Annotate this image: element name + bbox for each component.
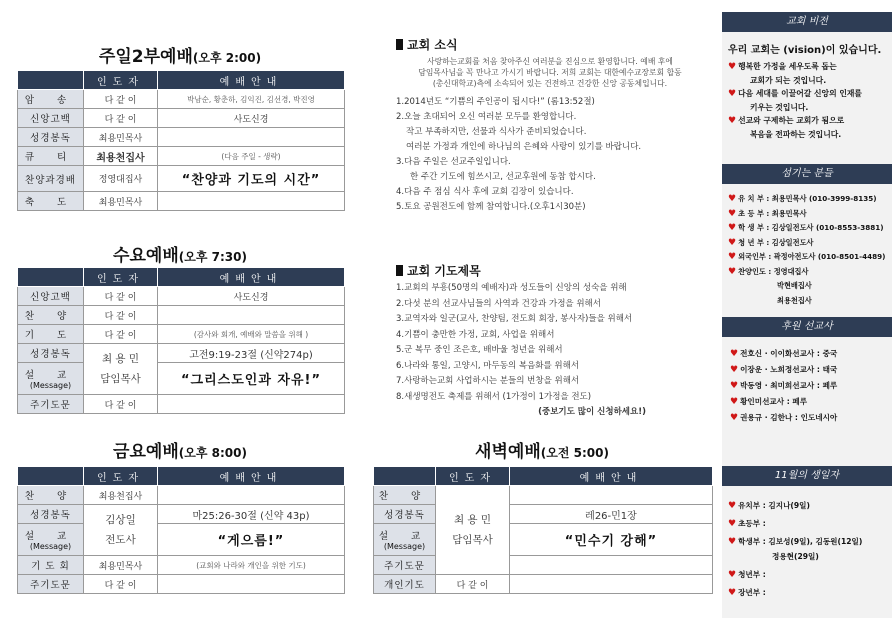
table-row: 신앙고백 다 같 이 사도신경 [18,287,345,306]
list-item: 2.다섯 분의 선교사님들의 사역과 건강과 가정을 위해서 [396,298,601,309]
heart-icon: ♥ [728,519,737,529]
list-item: 6.나라와 통일, 고양시, 마두동의 복음화를 위해서 [396,360,580,371]
vision-section: 우리 교회는 (vision)이 있습니다. ♥ 행복한 가정을 세우도록 돕는 교회가 되는 것입니다. ♥ 다음 세대를 이끌어갈 신앙의 인재를 키우는 것입니다. ♥ 선교와 구제하는 교회가 됨으로 복음을 전파하는 것입니다. [728,45,882,139]
prayer-header: 교회 기도제목 [396,262,481,279]
table-row: 축 도 최용민목사 [18,192,345,211]
table-row: 주기도문 다 같 이 [18,575,345,594]
table-row: 주기도문 다 같 이 [18,395,345,414]
list-item: 5.토요 공원전도에 함께 참여합니다.(오후1시30분) [396,202,586,212]
list-item: 4.기쁨이 충만한 가정, 교회, 사업을 위해서 [396,329,555,340]
missionary-header: 후원 선교사 [722,317,892,337]
table-row: 성경봉독 김상일 전도사 마25:26-30절 (신약 43p) [18,505,345,524]
prayer-section [396,281,716,421]
list-item: 2.오늘 초대되어 오신 여러분 모두를 환영합니다. [396,112,577,122]
table-row: 암 송 다 같 이 박남순, 황춘하, 김익진, 김선경, 박진영 [18,90,345,109]
heart-icon: ♥ [728,89,737,99]
dawn-table: 인도자 예배안내 찬 양 최 용 민 담임목사 성경봉독 레26-민1장 설 교 (Message) “민수기 강해” 주기도문 개인기도 다 같 이 [373,466,713,594]
list-item: 4.다음 주 점심 식사 후에 교회 김장이 있습니다. [396,187,574,197]
birthday-section: ♥ 유치부 : 김지나(9일) ♥ 초등부 : ♥ 학생부 : 김보성(9일), 김동원(12일) 정용현(29일) ♥ 청년부 : ♥ 장년부 : [728,501,863,598]
heart-icon: ♥ [728,194,737,204]
sunday-title: 주일2부예배(오후 2:00) [98,47,262,67]
list-item: 8.새생명전도 축제를 위해서 (1가정이 1가정을 전도) [396,391,592,402]
table-row: 개인기도 다 같 이 [374,575,713,594]
list-item: 1.2014년도 “기쁨의 주인공이 됩시다!” (롬13:52절) [396,97,595,107]
heart-icon: ♥ [730,349,739,359]
missionary-section: ♥ 전호신 · 이이화선교사 : 중국 ♥ 이장운 · 노희정선교사 : 태국 ♥ 박동영 · 최미희선교사 : 페루 ♥ 황인미선교사 : 페루 ♥ 권용규 · 김한나 : 인도네시아 [730,349,838,423]
news-section: 사랑하는교회를 처음 찾아주신 여러분을 진심으로 환영합니다. 예배 후에 담임목사님을 꼭 만나고 가시기 바랍니다. 저희 교회는 대한예수교장로회 합동 (총신대학교)측에 소속되어 있는 건전하고 건강한 신앙 공동체입니다. 1.2014년도 “기쁨의 주인공이 됩시다!” (롬13:52절) 2.오늘 초대되어 오신 여러분 모두를 환영합니다. 작고 부족하지만, 선물과 식사가 준비되었습니다. 여러분 가정과 개인에 하나님의 은혜와 사랑이 있기를 바랍니다. 3.다음 주일은 선교주일입니다. 한 주간 기도에 힘쓰시고, 선교후원에 동참 합시다. 4.다음 주 점심 식사 후에 교회 김장이 있습니다. 5.토요 공원전도에 함께 참여합니다.(오후1시30분) [390,56,710,215]
wednesday-title: 수요예배(오후 7:30) [113,246,247,266]
list-item: 한 주간 기도에 힘쓰시고, 선교후원에 동참 합시다. [410,172,596,182]
heart-icon: ♥ [730,397,739,407]
list-item: 작고 부족하지만, 선물과 식사가 준비되었습니다. [406,127,587,137]
list-item: 1.교회의 부흥(50명의 예배자)과 성도들이 신앙의 성숙을 위해 [396,283,627,293]
table-row: 기 도 회 최용민목사 (교회와 나라와 개인을 위한 기도) [18,556,345,575]
table-row: 찬 양 최용천집사 [18,486,345,505]
heart-icon: ♥ [728,570,737,580]
table-row: 성경봉독 최 용 민 담임목사 고전9:19-23절 (신약274p) [18,344,345,363]
table-row: 설 교 (Message) “그리스도인과 자유!” [18,363,345,395]
heart-icon: ♥ [728,252,737,262]
heart-icon: ♥ [728,588,737,598]
friday-table: 인도자 예배안내 찬 양 최용천집사 성경봉독 김상일 전도사 마25:26-30절 (신약 43p) 설 교 (Message) “게으름!” 기 도 회 최용민목사 (교회와 나라와 개인을 위한 기도) 주기도문 다 같 이 [17,466,345,594]
heart-icon: ♥ [728,62,737,72]
staff-section: ♥ 유 치 부 : 최용민목사 (010-3999-8135) ♥ 초 등 부 : 최용민목사 ♥ 학 생 부 : 김상일전도사 (010-8553-3881) ♥ 청 년 부 : 김상일전도사 ♥ 외국인부 : 곽정아전도사 (010-8501-4489) ♥ 찬양인도 : 정영대집사 박현배집사 최용천집사 [728,194,886,305]
heart-icon: ♥ [728,116,737,126]
list-item: 3.다음 주일은 선교주일입니다. [396,157,511,167]
table-row: 찬양과경배 정영대집사 “찬양과 기도의 시간” [18,166,345,192]
list-item: 3.교역자와 일군(교사, 찬양팀, 전도회 회장, 봉사자)들을 위해서 [396,314,633,324]
dawn-title: 새벽예배(오전 5:00) [475,442,609,462]
list-item: (중보기도 많이 신청하세요!) [538,407,646,417]
table-row: 찬 양 다 같 이 [18,306,345,325]
staff-header: 섬기는 분들 [722,164,892,184]
news-header: 교회 소식 [396,36,458,53]
birthday-header: 11월의 생일자 [722,466,892,486]
list-item: 7.사랑하는교회 사업하시는 분들의 번창을 위해서 [396,376,580,386]
list-item: 여러분 가정과 개인에 하나님의 은혜와 사랑이 있기를 바랍니다. [406,142,642,152]
heart-icon: ♥ [728,208,737,219]
heart-icon: ♥ [728,237,737,248]
heart-icon: ♥ [728,266,737,277]
table-row: 설 교 (Message) “민수기 강해” [374,524,713,556]
heart-icon: ♥ [728,537,737,547]
table-row: 성경봉독 레26-민1장 [374,505,713,524]
table-row: 설 교 (Message) “게으름!” [18,524,345,556]
list-item: 5.군 복무 중인 조은호, 배바울 청년을 위해서 [396,345,563,355]
table-row: 큐 티 최용천집사 (다음 주일 - 생략) [18,147,345,166]
heart-icon: ♥ [728,501,737,511]
sunday-table: 인도자 예배안내 암 송 다 같 이 박남순, 황춘하, 김익진, 김선경, 박진영 신앙고백 다 같 이 사도신경 성경봉독 최용민목사 큐 티 최용천집사 (다음 주일 - 생략) 찬양과경배 정영대집사 “찬양과 기도의 시간” 축 도 최용민목사 [17,70,345,211]
heart-icon: ♥ [730,381,739,391]
friday-title: 금요예배(오후 8:00) [113,442,247,462]
heart-icon: ♥ [730,365,739,375]
heart-icon: ♥ [730,413,739,423]
vision-header: 교회 비전 [722,12,892,32]
table-row: 신앙고백 다 같 이 사도신경 [18,109,345,128]
wednesday-table: 인도자 예배안내 신앙고백 다 같 이 사도신경 찬 양 다 같 이 기 도 다 같 이 (감사와 회개, 예배와 말씀을 위해 ) 성경봉독 최 용 민 담임목사 고전9:19-23절 (신약274p) 설 교 (Message) “그리스도인과 자유!” 주기도문 다 같 이 [17,267,345,414]
table-row: 기 도 다 같 이 (감사와 회개, 예배와 말씀을 위해 ) [18,325,345,344]
heart-icon: ♥ [728,223,737,233]
table-row: 주기도문 [374,556,713,575]
table-row: 성경봉독 최용민목사 [18,128,345,147]
table-row: 찬 양 최 용 민 담임목사 [374,486,713,505]
